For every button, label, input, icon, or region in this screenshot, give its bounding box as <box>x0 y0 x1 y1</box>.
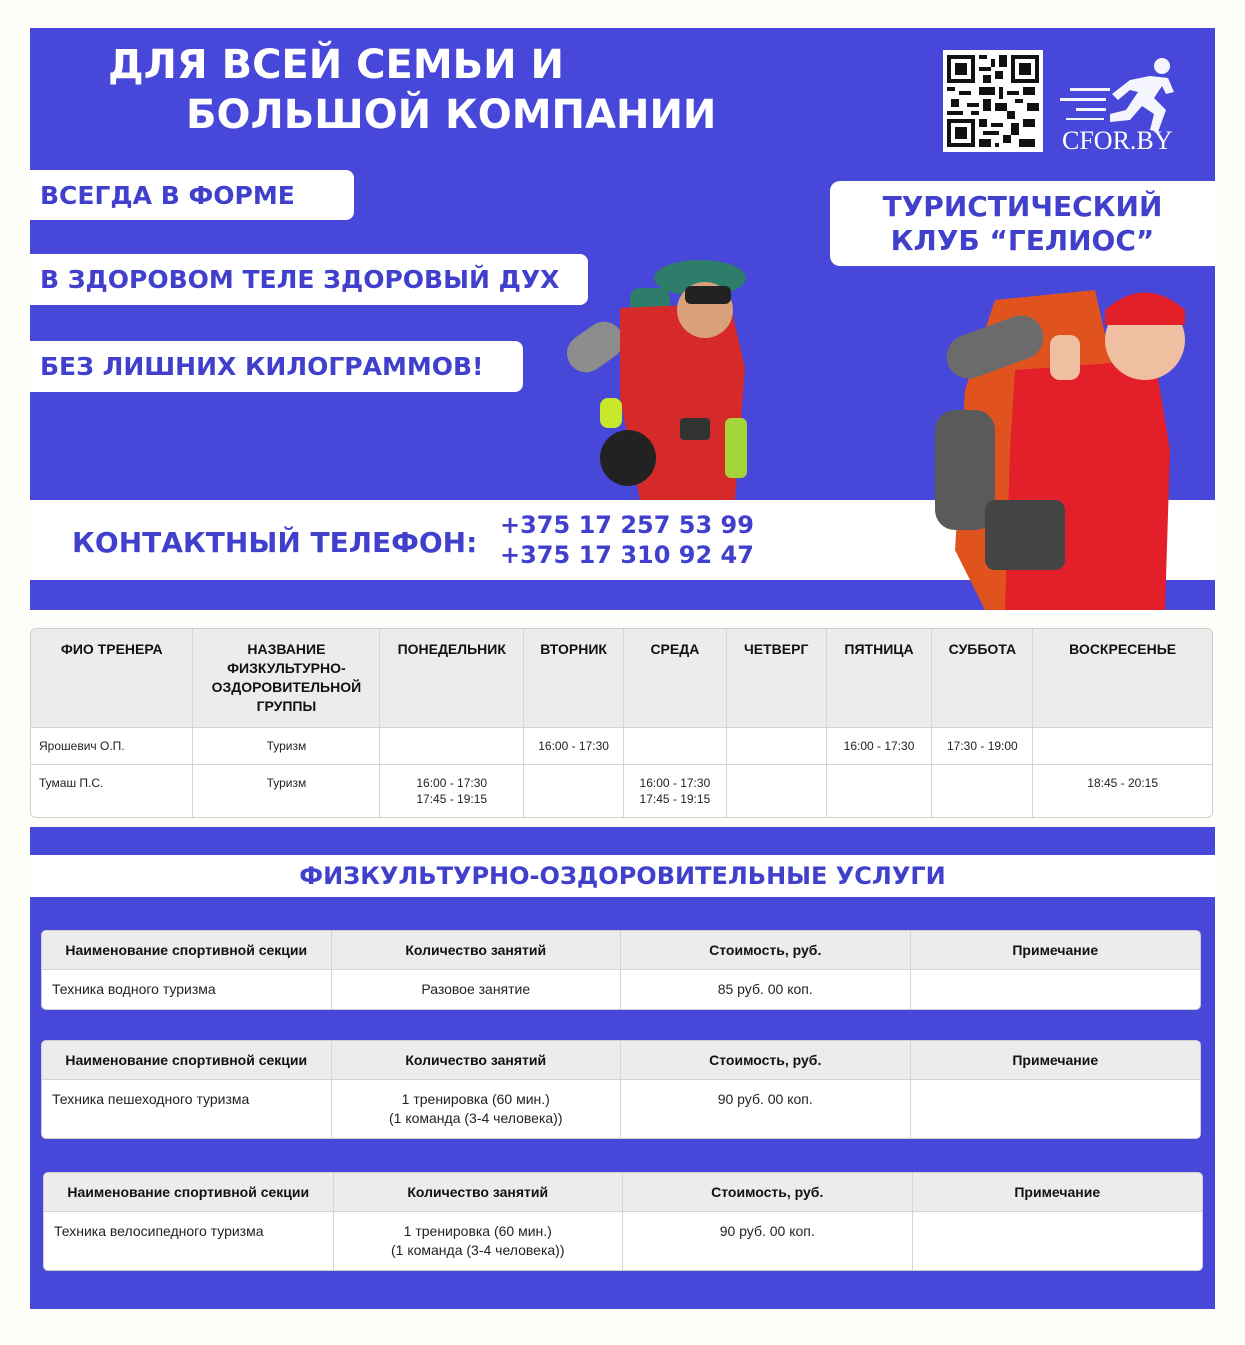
time-cell <box>827 765 933 817</box>
club-name-line1: ТУРИСТИЧЕСКИЙ <box>882 189 1163 223</box>
time-slot: 17:45 - 19:15 <box>639 792 711 806</box>
group-name: Туризм <box>193 728 380 765</box>
service-header-price: Стоимость, руб. <box>623 1173 913 1212</box>
schedule-header-monday: ПОНЕДЕЛЬНИК <box>380 629 524 728</box>
schedule-header-friday: ПЯТНИЦА <box>827 629 933 728</box>
table-row <box>42 970 1200 1009</box>
hiker-woman-image <box>925 280 1215 610</box>
time-cell <box>932 765 1033 817</box>
service-qty-line: 1 тренировка (60 мин.) <box>403 1223 552 1239</box>
time-cell: 16:00 - 17:30 <box>827 728 933 765</box>
schedule-header-group: НАЗВАНИЕ ФИЗКУЛЬТУРНО-ОЗДОРОВИТЕЛЬНОЙ ГРУППЫ <box>193 629 380 728</box>
time-cell <box>624 765 727 817</box>
service-table-hiking <box>41 1040 1201 1139</box>
table-row <box>42 1080 1200 1138</box>
service-header-note: Примечание <box>913 1173 1203 1212</box>
service-header-note: Примечание <box>911 931 1201 970</box>
schedule-header-row <box>31 629 1212 728</box>
schedule-header-tuesday: ВТОРНИК <box>524 629 624 728</box>
club-name-line2: КЛУБ “ГЕЛИОС” <box>890 223 1155 257</box>
time-cell: 17:30 - 19:00 <box>932 728 1033 765</box>
qr-code[interactable] <box>943 50 1043 152</box>
table-row <box>31 728 1212 765</box>
service-qty-line: (1 команда (3-4 человека)) <box>388 1110 563 1126</box>
time-cell <box>727 728 827 765</box>
service-price: 90 руб. 00 коп. <box>621 1080 911 1138</box>
service-header-note: Примечание <box>911 1041 1201 1080</box>
time-cell <box>524 765 624 817</box>
service-header-price: Стоимость, руб. <box>621 1041 911 1080</box>
service-note <box>911 1080 1201 1138</box>
service-table-cycling <box>43 1172 1203 1271</box>
hiker-man-image <box>560 248 790 500</box>
service-note <box>913 1212 1203 1270</box>
phone-1[interactable]: +375 17 257 53 99 <box>500 511 754 539</box>
group-name: Туризм <box>193 765 380 817</box>
schedule-header-saturday: СУББОТА <box>932 629 1033 728</box>
schedule-header-wednesday: СРЕДА <box>624 629 727 728</box>
time-cell: 16:00 - 17:30 <box>524 728 624 765</box>
service-header-section: Наименование спортивной секции <box>42 1041 332 1080</box>
table-row <box>44 1212 1202 1270</box>
service-header-qty: Количество занятий <box>332 931 622 970</box>
service-header-row <box>44 1173 1202 1212</box>
qr-code-icon <box>943 50 1043 152</box>
time-cell <box>727 765 827 817</box>
phone-list <box>500 510 754 570</box>
time-slot: 16:00 - 17:30 <box>639 776 711 790</box>
slogan-3: БЕЗ ЛИШНИХ КИЛОГРАММОВ! <box>30 341 523 392</box>
service-header-row <box>42 931 1200 970</box>
slogan-2: В ЗДОРОВОМ ТЕЛЕ ЗДОРОВЫЙ ДУХ <box>30 254 588 305</box>
table-row <box>31 765 1212 817</box>
club-name <box>830 181 1215 266</box>
time-slot: 16:00 - 17:30 <box>416 776 488 790</box>
hero-title-line1: ДЛЯ ВСЕЙ СЕМЬИ И <box>108 42 564 88</box>
service-header-qty: Количество занятий <box>332 1041 622 1080</box>
services-title-band <box>30 855 1215 897</box>
service-qty-line: 1 тренировка (60 мин.) <box>401 1091 550 1107</box>
time-cell: 18:45 - 20:15 <box>1087 776 1159 790</box>
schedule-header-thursday: ЧЕТВЕРГ <box>727 629 827 728</box>
hero-title-line2: БОЛЬШОЙ КОМПАНИИ <box>186 92 717 138</box>
services-title: ФИЗКУЛЬТУРНО-ОЗДОРОВИТЕЛЬНЫЕ УСЛУГИ <box>299 862 946 890</box>
service-header-section: Наименование спортивной секции <box>44 1173 334 1212</box>
trainer-name: Тумаш П.С. <box>31 765 193 817</box>
time-cell <box>380 728 524 765</box>
contact-label: КОНТАКТНЫЙ ТЕЛЕФОН: <box>72 526 478 559</box>
schedule-header-sunday: ВОСКРЕСЕНЬЕ <box>1033 629 1212 728</box>
phone-2[interactable]: +375 17 310 92 47 <box>500 541 754 569</box>
service-qty-line: Разовое занятие <box>421 981 531 997</box>
schedule-table <box>30 628 1213 818</box>
service-qty <box>332 1080 622 1138</box>
service-name: Техника велосипедного туризма <box>44 1212 334 1270</box>
services-top-strip <box>30 827 1215 855</box>
service-qty <box>332 970 622 1009</box>
schedule-header-trainer: ФИО ТРЕНЕРА <box>31 629 193 728</box>
time-cell <box>624 728 727 765</box>
time-slot: 17:45 - 19:15 <box>416 792 488 806</box>
service-name: Техника пешеходного туризма <box>42 1080 332 1138</box>
trainer-name: Ярошевич О.П. <box>31 728 193 765</box>
time-cell <box>380 765 524 817</box>
slogan-1: ВСЕГДА В ФОРМЕ <box>30 170 354 220</box>
service-table-water <box>41 930 1201 1010</box>
logo-text: CFOR.BY <box>1062 126 1173 155</box>
service-qty-line: (1 команда (3-4 человека)) <box>390 1242 565 1258</box>
service-qty <box>334 1212 624 1270</box>
cfor-logo <box>1050 48 1190 154</box>
service-header-price: Стоимость, руб. <box>621 931 911 970</box>
service-note <box>911 970 1201 1009</box>
service-price: 85 руб. 00 коп. <box>621 970 911 1009</box>
service-header-qty: Количество занятий <box>334 1173 624 1212</box>
service-header-row <box>42 1041 1200 1080</box>
service-price: 90 руб. 00 коп. <box>623 1212 913 1270</box>
service-name: Техника водного туризма <box>42 970 332 1009</box>
time-cell <box>1033 728 1212 765</box>
service-header-section: Наименование спортивной секции <box>42 931 332 970</box>
